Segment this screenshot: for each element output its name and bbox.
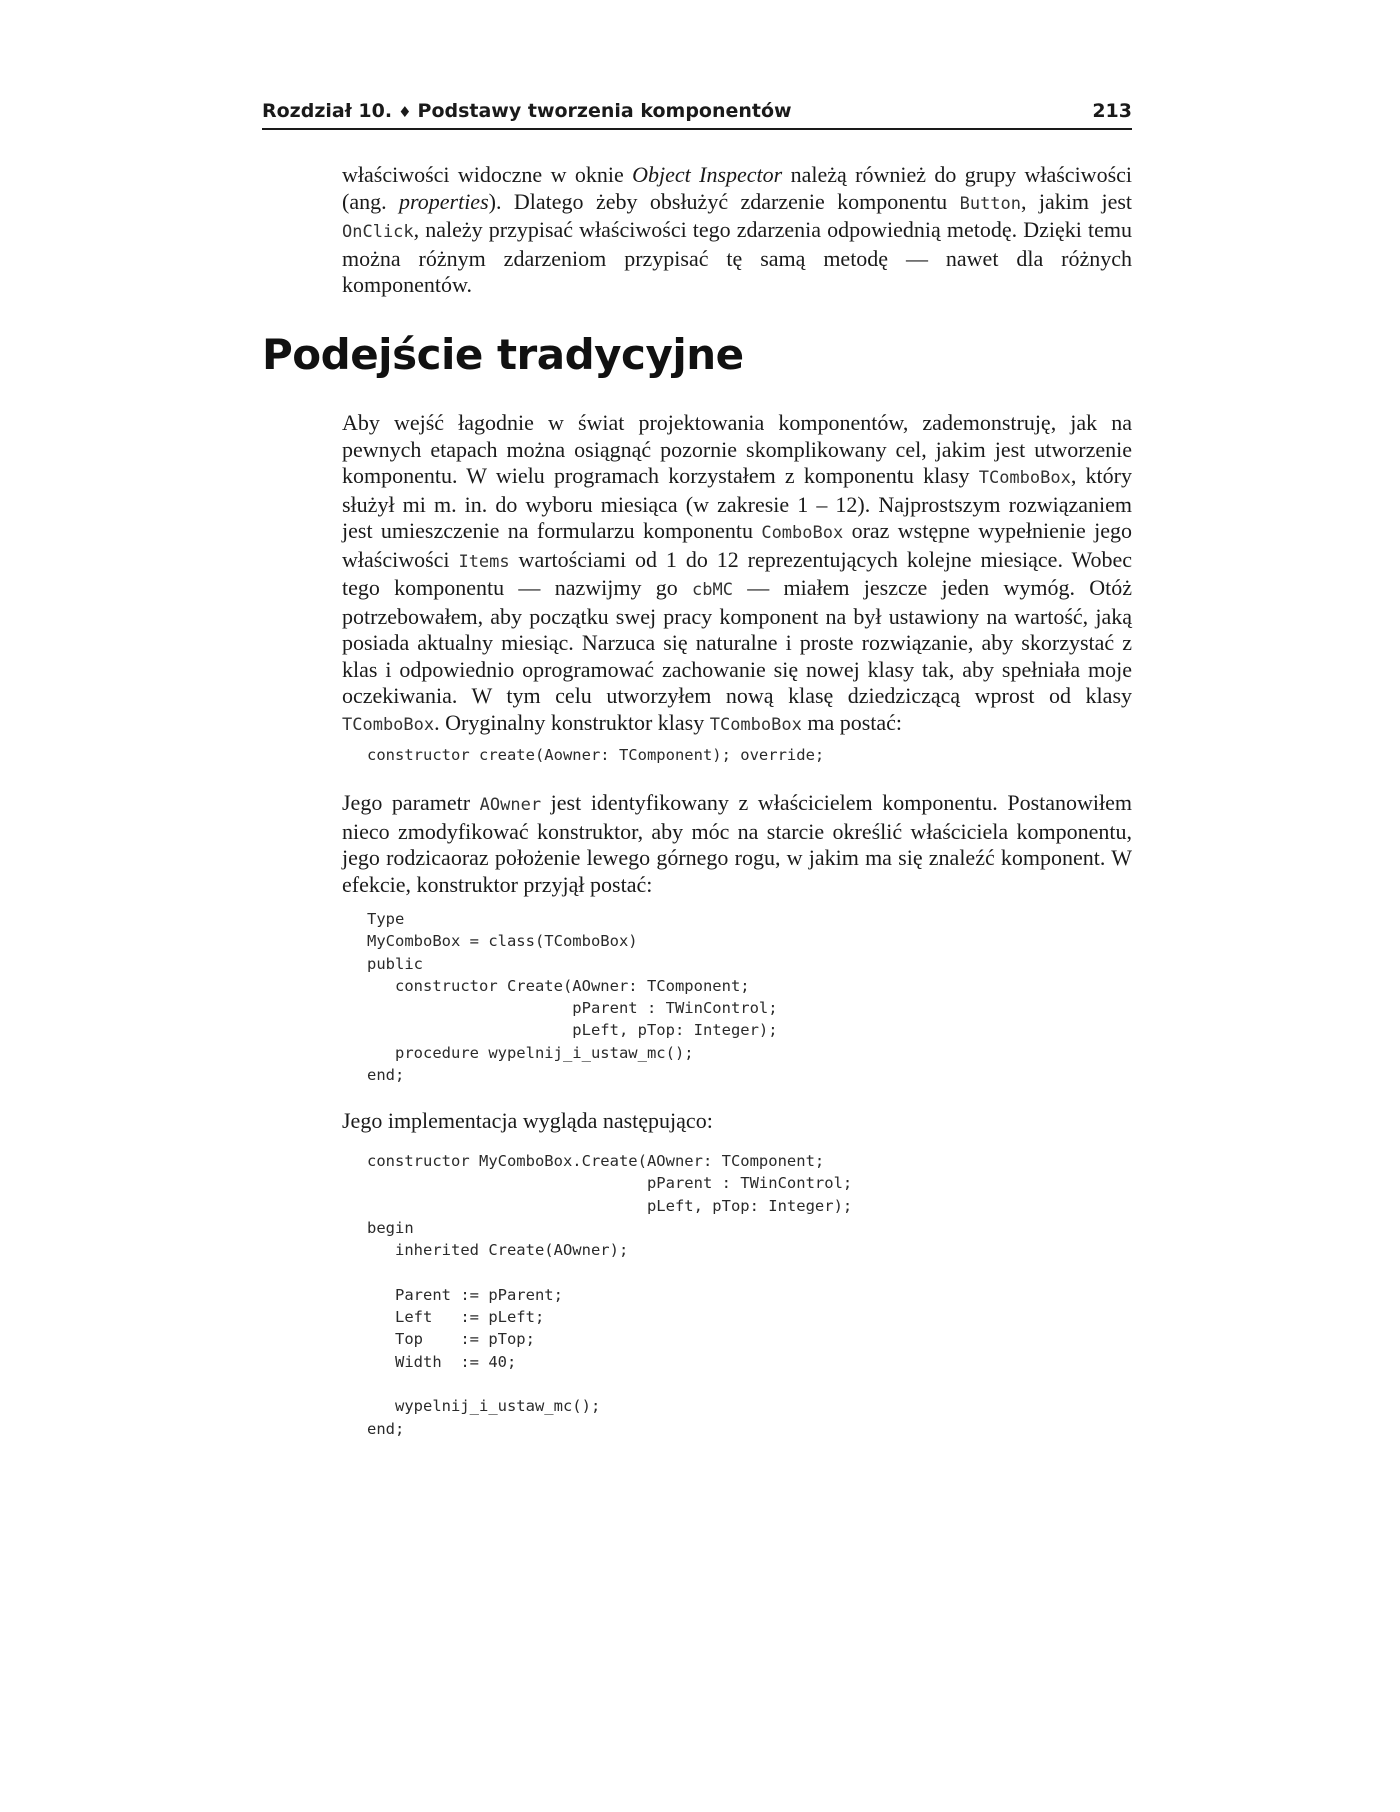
text-run: wartościami od 1 do 12 reprezentujących kolejne miesiące. Wobec tego komponentu — nazwijmy go <box>342 546 1133 600</box>
code-tcombobox: TComboBox <box>342 714 435 735</box>
text-run: ma postać: <box>801 709 903 735</box>
running-header <box>262 96 1132 130</box>
chapter-title: Podstawy tworzenia komponentów <box>417 100 792 122</box>
section-heading: Podejście tradycyjne <box>262 330 744 379</box>
text-run: . Oryginalny konstruktor klasy <box>434 709 710 735</box>
page-number: 213 <box>1092 100 1132 122</box>
code-block-implementation: constructor MyComboBox.Create(AOwner: TComponent; pParent : TWinControl; pLeft, pTop: Integer); begin inherited Create(AOwner); Parent := pParent; Left := pLeft; Top := pTop; Width := 40; wypelnij_i_ustaw_mc(); end; <box>367 1152 853 1438</box>
text-run: ). Dlatego żeby obsłużyć zdarzenie komponentu <box>488 188 960 214</box>
text-run: oraz wstępne wypełnienie jego właściwości <box>342 518 1132 572</box>
main-paragraph <box>342 410 1132 738</box>
text-run: właściwości widoczne w oknie <box>342 162 633 187</box>
emphasis-properties: properties <box>399 188 489 214</box>
emphasis-object-inspector: Object Inspector <box>632 162 783 187</box>
code-tcombobox: TComboBox <box>978 468 1071 488</box>
diamond-icon: ♦ <box>398 103 412 121</box>
main-paragraph-block <box>342 410 1132 738</box>
text-run: , który służył mi m. in. do wyboru miesiąca (w zakresie 1 – 12). Najprostszym rozwiązaniem jest umieszczenie na formularzu komponentu <box>342 463 1132 543</box>
text-run: jest identyfikowany z właścicielem komponentu. Postanowiłem nieco zmodyfikować konstruktor, aby móc na starcie określić właściciela komponentu, jego rodzicaoraz położenie lewego górnego rogu, w jakim ma się znaleźć komponent. W efekcie, konstruktor przyjął postać: <box>342 790 1132 897</box>
code-button: Button <box>959 193 1022 214</box>
code-tcombobox: TComboBox <box>709 714 802 735</box>
intro-paragraph-block <box>342 162 1132 299</box>
intro-paragraph <box>342 162 1132 299</box>
code-cbmc: cbMC <box>692 580 733 600</box>
code-combobox: ComboBox <box>761 523 844 543</box>
code-items: Items <box>458 551 510 572</box>
code-onclick: OnClick <box>342 222 414 242</box>
code-block-class-declaration: Type MyComboBox = class(TComboBox) public constructor Create(AOwner: TComponent; pParent : TWinControl; pLeft, pTop: Integer); procedure wypelnij_i_ustaw_mc(); end; <box>367 910 778 1085</box>
text-run: — miałem jeszcze jeden wymóg. Otóż potrzebowałem, aby początku swej pracy komponent na był ustawiony na wartość, jaką posiada aktualny miesiąc. Narzuca się naturalne i proste rozwiązanie, aby skorzystać z klas i odpowiednio oprogramować zachowanie się nowej klasy tak, aby spełniała moje oczekiwania. W tym celu utworzyłem nową klasę dziedziczącą wprost od klasy <box>342 575 1132 708</box>
text-run: Aby wejść łagodnie w świat projektowania komponentów, zademonstruję, jak na pewnych etapach można osiągnąć pozornie skomplikowany cel, jakim jest utworzenie komponentu. W wielu programach korzystałem z komponentu klasy <box>342 410 1132 488</box>
chapter-label: Rozdział 10. <box>262 100 393 122</box>
text-run: , należy przypisać właściwości tego zdarzenia odpowiednią metodę. Dzięki temu można różnym zdarzeniom przypisać tę samą metodę — nawet dla różnych komponentów. <box>342 217 1132 297</box>
code-block-original-constructor: constructor create(Aowner: TComponent); override; <box>367 746 825 764</box>
param-paragraph <box>342 790 1132 898</box>
text-run: należą również do grupy właściwości (ang. <box>342 162 1133 214</box>
text-run: , jakim jest <box>1021 188 1133 214</box>
text-run: Jego parametr <box>342 790 480 815</box>
impl-paragraph-block <box>342 1108 1132 1135</box>
header-left <box>262 100 792 122</box>
code-aowner: AOwner <box>479 795 542 815</box>
impl-paragraph: Jego implementacja wygląda następująco: <box>342 1108 713 1133</box>
param-paragraph-block <box>342 790 1132 898</box>
